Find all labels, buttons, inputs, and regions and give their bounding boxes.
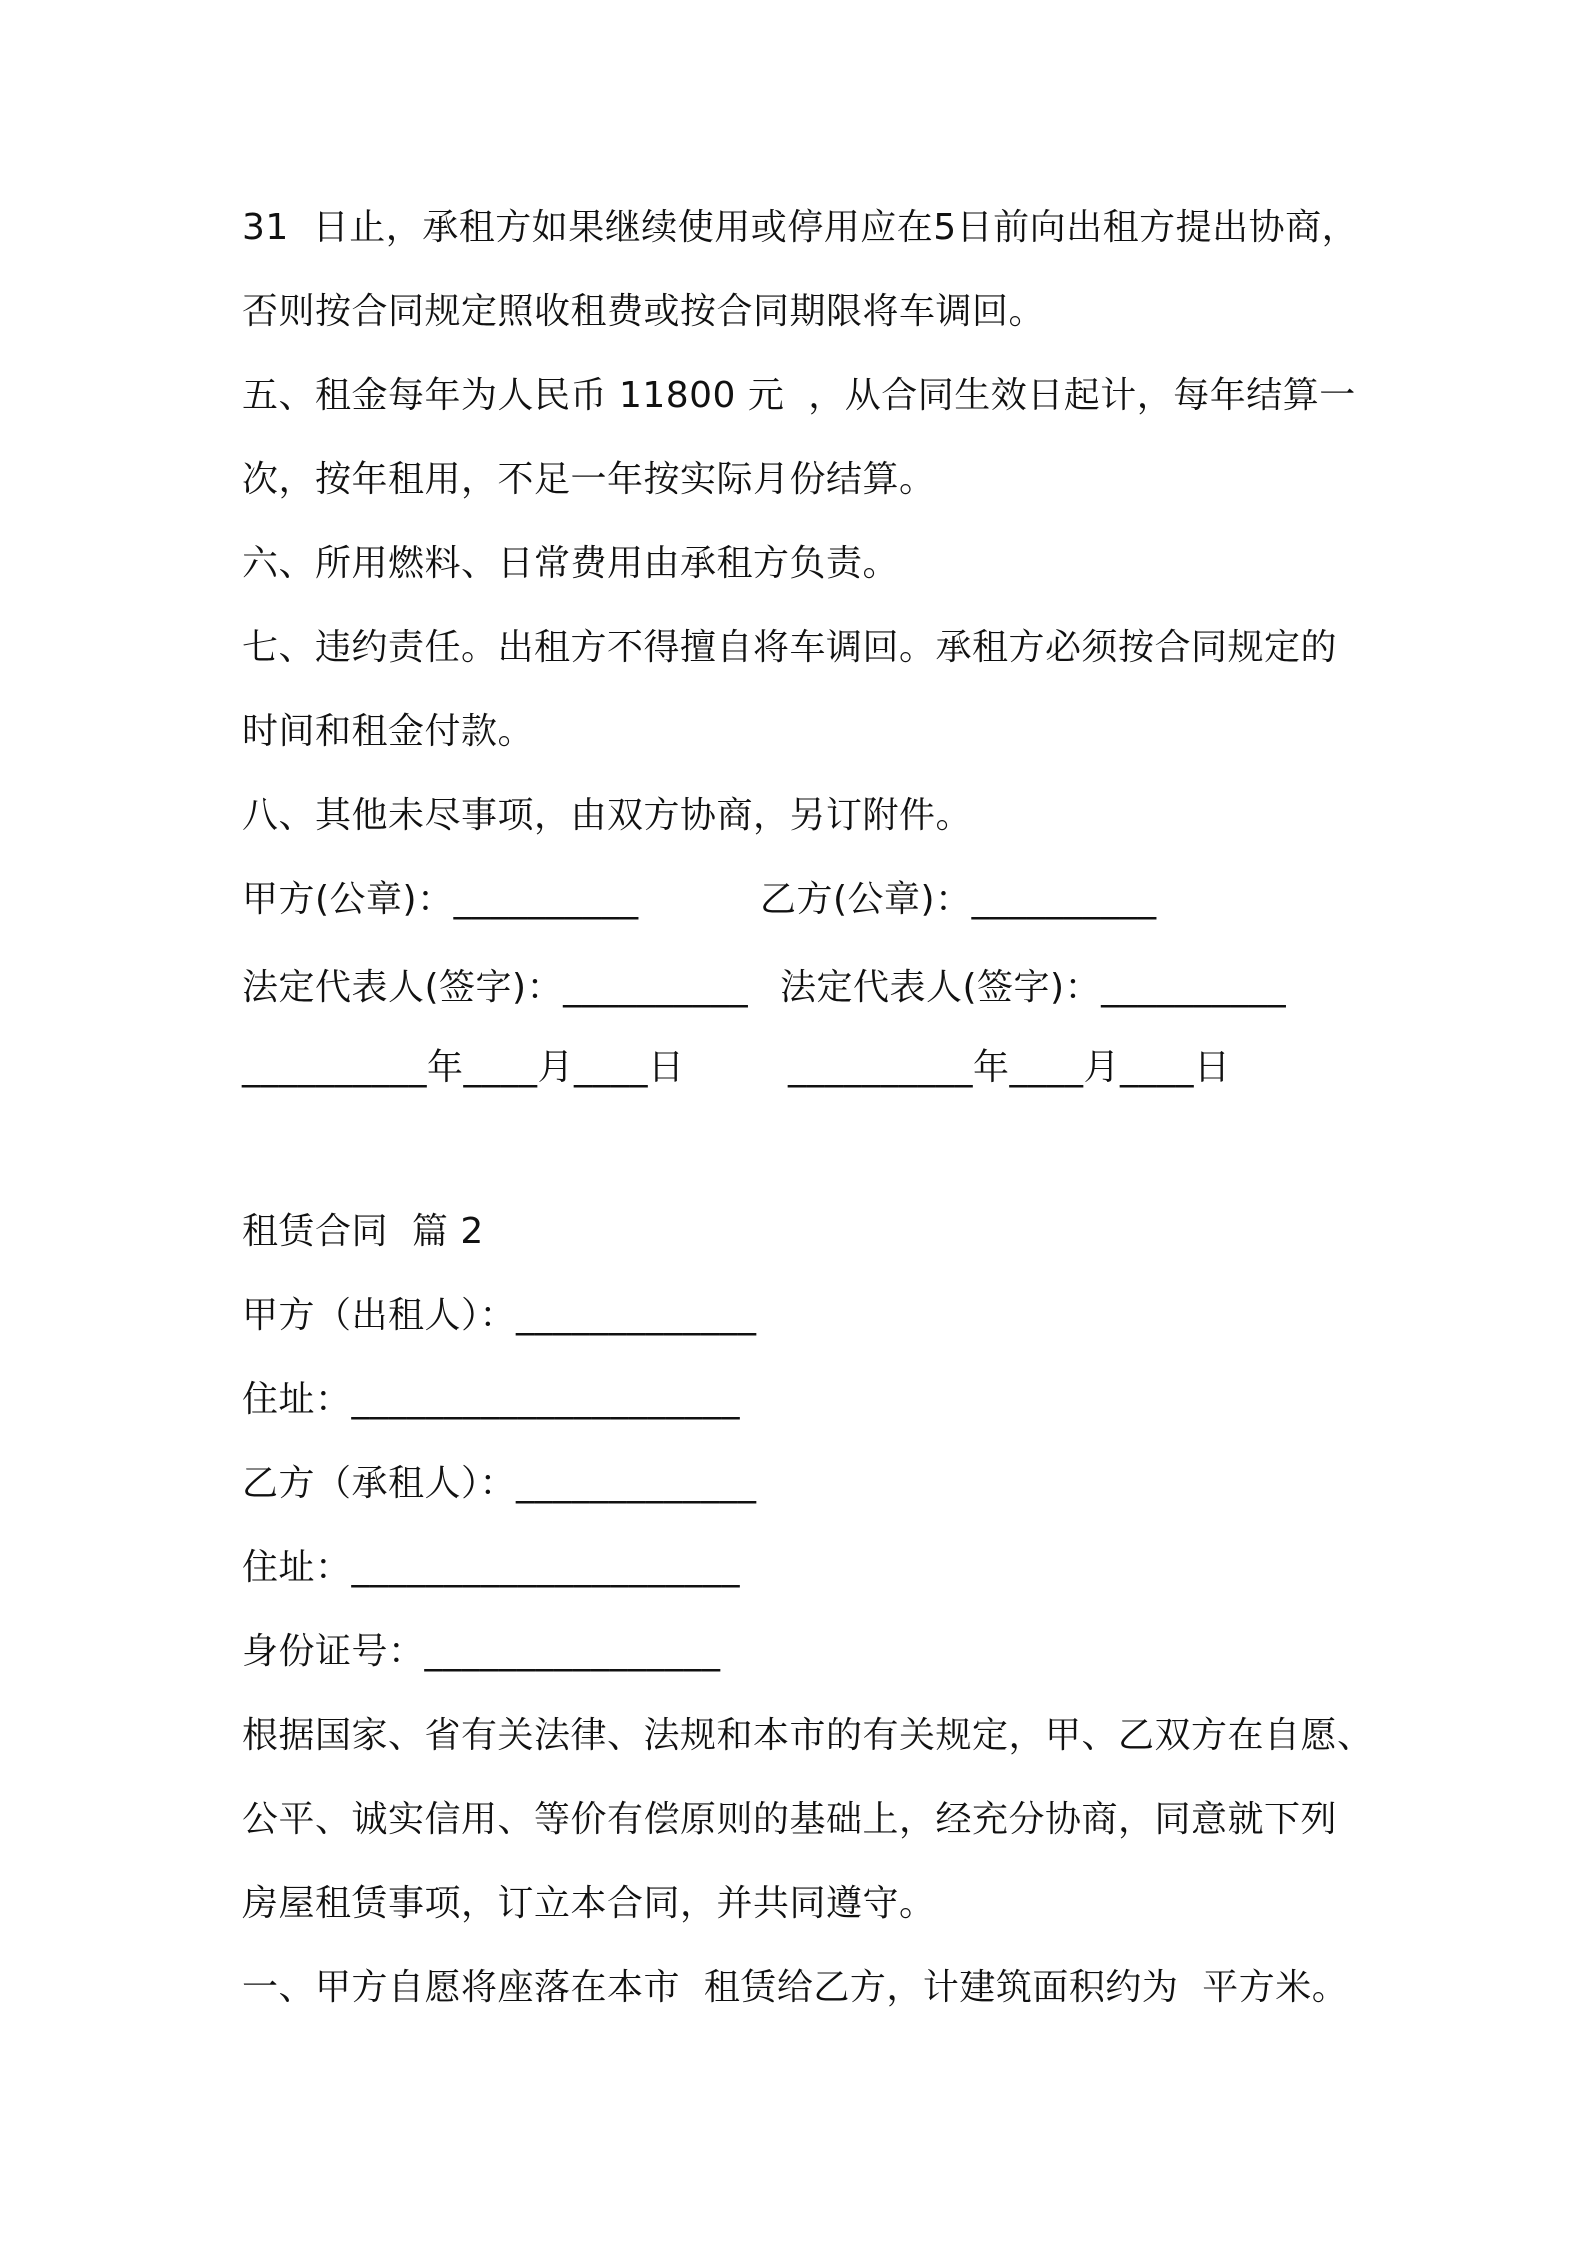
preamble-line1: 根据国家、省有关法律、法规和本市的有关规定，甲、乙双方在自愿、 xyxy=(242,1715,1374,1756)
clause8: 八、其他未尽事项，由双方协商，另订附件。 xyxy=(242,795,973,836)
lessor-address-field: 住址：_____________________ xyxy=(242,1379,741,1420)
clause7-line2: 时间和租金付款。 xyxy=(242,711,535,752)
lessor-field: 甲方（出租人）：_____________ xyxy=(242,1295,757,1336)
lessee-address-field: 住址：_____________________ xyxy=(242,1547,741,1588)
party-b-seal-field: 乙方(公章)：__________ xyxy=(760,879,1157,920)
clause4-line1: 31 日止，承租方如果继续使用或停用应在5日前向出租方提出协商， xyxy=(242,207,1359,248)
clause5-line1: 五、租金每年为人民币 11800 元 ，从合同生效日起计，每年结算一 xyxy=(242,375,1356,416)
lessee-field: 乙方（承租人）：_____________ xyxy=(242,1463,757,1504)
party-a-representative-field: 法定代表人(签字)：__________ xyxy=(242,967,749,1008)
preamble-line3: 房屋租赁事项，订立本合同，并共同遵守。 xyxy=(242,1883,936,1924)
section2-heading: 租赁合同 篇 2 xyxy=(242,1211,484,1252)
clause1: 一、甲方自愿将座落在本市 租赁给乙方，计建筑面积约为 平方米。 xyxy=(242,1967,1349,2008)
party-a-date-field: __________年____月____日 xyxy=(242,1047,685,1088)
clause5-line2: 次，按年租用，不足一年按实际月份结算。 xyxy=(242,459,936,500)
clause7-line1: 七、违约责任。出租方不得擅自将车调回。承租方必须按合同规定的 xyxy=(242,627,1338,668)
clause4-line2: 否则按合同规定照收租费或按合同期限将车调回。 xyxy=(242,291,1046,332)
party-a-seal-field: 甲方(公章)：__________ xyxy=(242,879,639,920)
preamble-line2: 公平、诚实信用、等价有偿原则的基础上，经充分协商，同意就下列 xyxy=(242,1799,1338,1840)
id-number-field: 身份证号：________________ xyxy=(242,1631,721,1672)
party-b-representative-field: 法定代表人(签字)：__________ xyxy=(780,967,1287,1008)
clause6: 六、所用燃料、日常费用由承租方负责。 xyxy=(242,543,900,584)
party-b-date-field: __________年____月____日 xyxy=(788,1047,1231,1088)
